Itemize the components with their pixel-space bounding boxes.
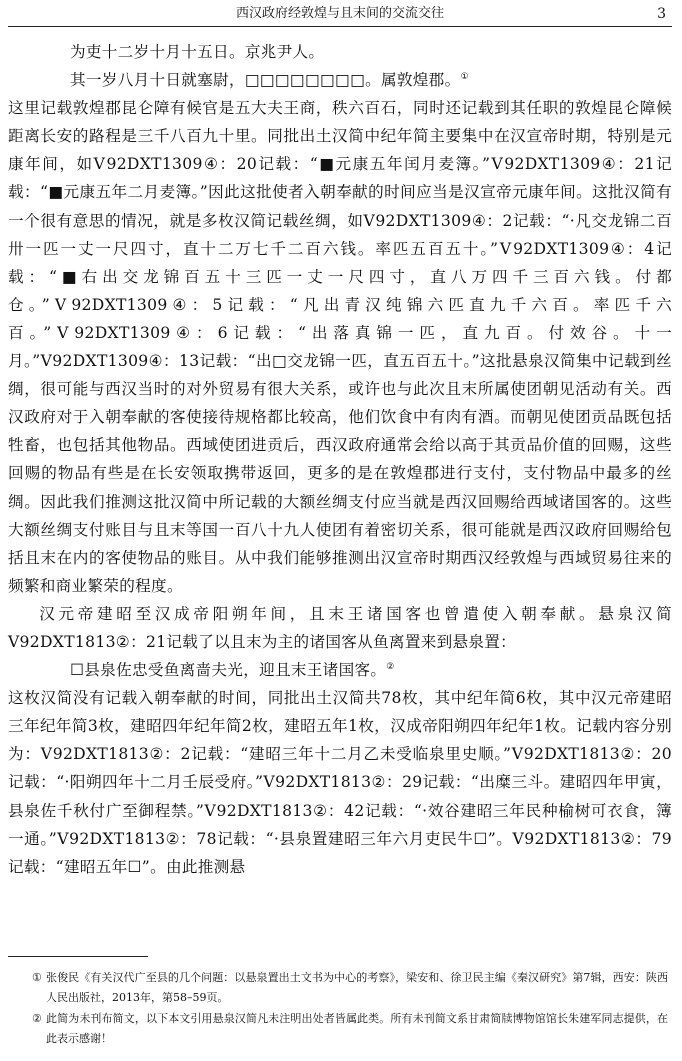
paragraph: 汉元帝建昭至汉成帝阳朔年间，且末王诸国客也曾遣使入朝奉献。悬泉汉简Ⅴ92DXT1813②：21记载了以且末为主的诸国客从鱼离置来到悬泉置： bbox=[8, 604, 672, 651]
footnotes bbox=[8, 968, 668, 1050]
footnote-marker: ② bbox=[386, 662, 395, 673]
page-number: 3 bbox=[657, 6, 666, 22]
footnote-text: 此简为未刊布简文，以下本文引用悬泉汉简凡未注明出处者皆属此类。所有未刊简文系甘肃简牍博物馆馆长朱建军同志提供，在此表示感谢！ bbox=[46, 1012, 668, 1045]
paragraph: 这枚汉简没有记载入朝奉献的时间，同批出土汉简共78枚，其中纪年简6枚，其中汉元帝建昭三年纪年简3枚，建昭四年纪年简2枚，建昭五年1枚，汉成帝阳朔四年纪年1枚。记载内容分别为：Ⅴ92DXT1813②：2记载：“建昭三年十二月乙未受临泉里史顺。”Ⅴ92DXT1813②：20记载：“·阳朔四年十二月壬辰受府。”Ⅴ92DXT1813②：29记载：“出糜三斗。建昭四年甲寅，县泉佐千秋付广至御程禁。”Ⅴ92DXT1813②：42记载：“·效谷建昭三年民种榆树可衣食，簿一通。”Ⅴ92DXT1813②：78记载：“·县泉置建昭三年六月吏民牛☐”。Ⅴ92DXT1813②：79记载：“建昭五年☐”。由此推测悬 bbox=[8, 689, 672, 876]
footnote bbox=[8, 968, 668, 1007]
running-title: 西汉政府经敦煌与且末间的交流交往 bbox=[235, 6, 444, 21]
footnote-marker: ① bbox=[460, 72, 469, 83]
page-header bbox=[8, 2, 672, 27]
footnote-text: 张俊民《有关汉代广至县的几个问题：以悬泉置出土文书为中心的考察》，梁安和、徐卫民主编《秦汉研究》第7辑，西安：陕西人民出版社，2013年，第58–59页。 bbox=[46, 971, 668, 1004]
quote-text: 为吏十二岁十月十五日。京兆尹人。 bbox=[70, 43, 325, 61]
footnote-mark: ② bbox=[32, 1012, 42, 1025]
footnote bbox=[8, 1009, 668, 1048]
quote-line bbox=[8, 656, 672, 684]
main-text bbox=[8, 38, 672, 881]
footnote-divider bbox=[8, 956, 148, 957]
paragraph: 这里记载敦煌郡昆仑障有候官是五大夫王商，秩六百石，同时还记载到其任职的敦煌昆仑障候距离长安的路程是三千八百九十里。同批出土汉简中纪年简主要集中在汉宣帝时期，特别是元康年间，如Ⅴ92DXT1309④：20记载：“■元康五年闰月麦簿。”Ⅴ92DXT1309④：21记载：“■元康五年二月麦簿。”因此这批使者入朝奉献的时间应当是汉宣帝元康年间。这批汉简有一个很有意思的情况，就是多枚汉简记载丝绸，如Ⅴ92DXT1309④：2记载：“·凡交龙锦二百卅一匹一丈一尺四寸，直十二万七千二百六钱。率匹五百五十。”Ⅴ92DXT1309④：4记载：“■右出交龙锦百五十三匹一丈一尺四寸，直八万四千三百六钱。付都仓。”Ⅴ92DXT1309④：5记载：“凡出青汉纯锦六匹直九千六百。率匹千六百。”Ⅴ92DXT1309④：6记载：“出落真锦一匹，直九百。付效谷。十一月。”Ⅴ92DXT1309④：13记载：“出□交龙锦一匹，直五百五十。”这批悬泉汉简集中记载到丝绸，很可能与西汉当时的对外贸易有很大关系，或许也与此次且末所属使团朝见活动有关。西汉政府对于入朝奉献的客使接待规格都比较高，他们饮食中有肉有酒。而朝见使团贡品既包括牲畜，也包括其他物品。西域使团进贡后，西汉政府通常会给以高于其贡品价值的回赐，这些回赐的物品有些是在长安领取携带返回，更多的是在敦煌郡进行支付，支付物品中最多的丝绸。因此我们推测这批汉简中所记载的大额丝绸支付应当就是西汉回赐给西域诸国客的。这些大额丝绸支付账目与且末等国一百八十九人使团有着密切关系，很可能就是西汉政府回赐给包括且末在内的客使物品的账目。从中我们能够推测出汉宣帝时期西汉经敦煌与西域贸易往来的频繁和商业繁荣的程度。 bbox=[8, 99, 672, 595]
quote-line bbox=[8, 38, 672, 66]
footnote-mark: ① bbox=[32, 971, 42, 984]
quote-line bbox=[8, 66, 672, 94]
quote-text: ☐县泉佐忠受鱼离啬夫光，迎且末王诸国客。 bbox=[70, 661, 387, 680]
quote-text: 其一岁八月十日就塞尉，□□□□□□□□。属敦煌郡。 bbox=[70, 71, 461, 90]
